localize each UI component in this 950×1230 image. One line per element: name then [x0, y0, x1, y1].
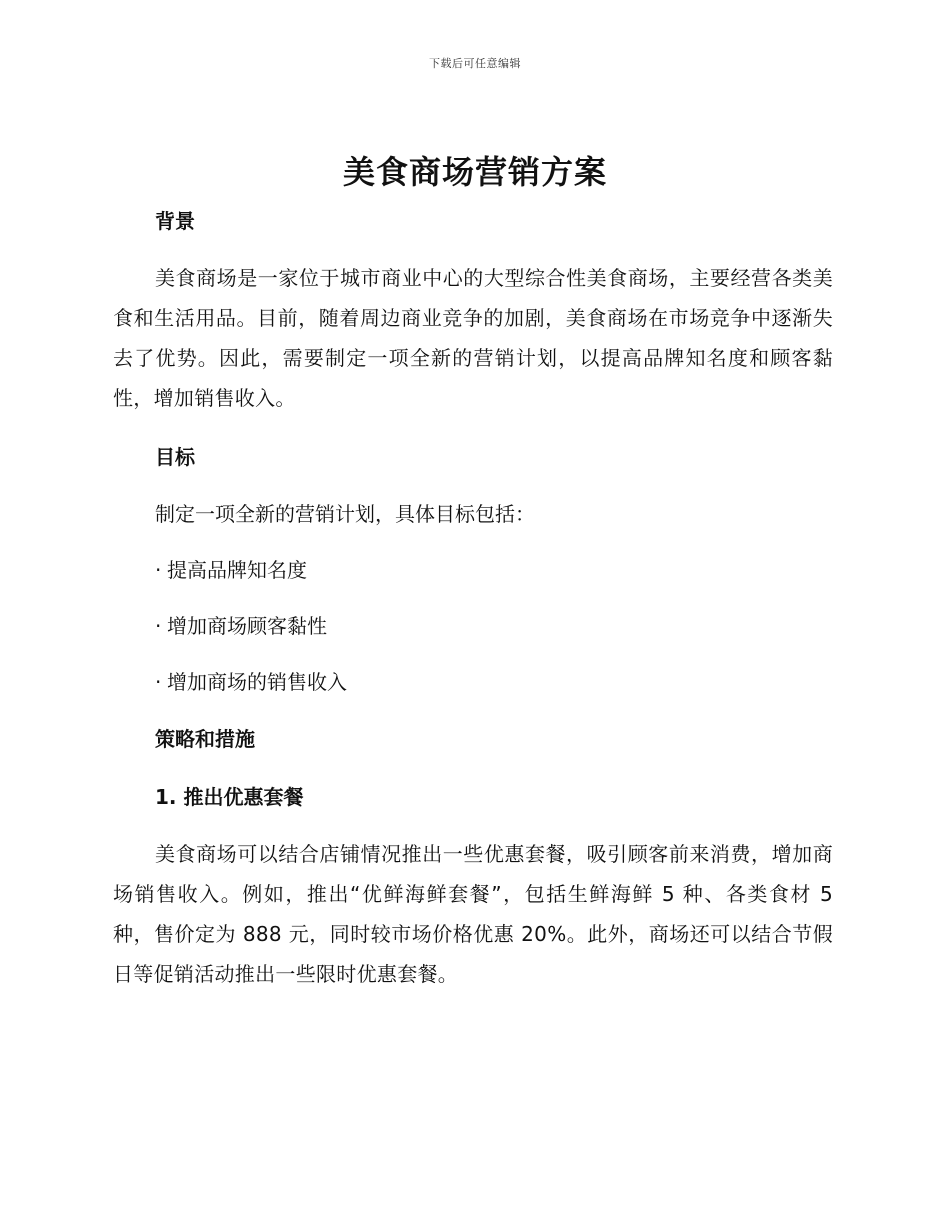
goals-intro: 制定一项全新的营销计划，具体目标包括： [155, 502, 535, 526]
subsection-heading-discount-packages: 1. 推出优惠套餐 [155, 785, 304, 809]
goal-item-text: 增加商场的销售收入 [167, 670, 347, 694]
bullet-icon: · [155, 614, 162, 638]
goal-item-text: 提高品牌知名度 [167, 558, 307, 582]
page-header-note: 下载后可任意编辑 [429, 57, 521, 70]
discount-packages-paragraph: 美食商场可以结合店铺情况推出一些优惠套餐，吸引顾客前来消费，增加商场销售收入。例如，推出“优鲜海鲜套餐”，包括生鲜海鲜 5 种、各类食材 5 种，售价定为 888 元，同时较市场价格优惠 20%。此外，商场还可以结合节假日等促销活动推出一些限时优惠套餐。 [113, 842, 833, 986]
goal-item [113, 550, 833, 590]
goal-item [113, 662, 833, 702]
goal-item [113, 606, 833, 646]
goal-item-text: 增加商场顾客黏性 [167, 614, 327, 638]
document-body [113, 200, 833, 994]
document-title: 美食商场营销方案 [342, 153, 607, 191]
background-paragraph: 美食商场是一家位于城市商业中心的大型综合性美食商场，主要经营各类美食和生活用品。目前，随着周边商业竞争的加剧，美食商场在市场竞争中逐渐失去了优势。因此，需要制定一项全新的营销计划，以提高品牌知名度和顾客黏性，增加销售收入。 [113, 266, 833, 410]
section-heading-background: 背景 [155, 209, 195, 233]
bullet-icon: · [155, 558, 162, 582]
section-heading-strategy: 策略和措施 [155, 727, 255, 751]
bullet-icon: · [155, 670, 162, 694]
section-heading-goals: 目标 [155, 445, 195, 469]
